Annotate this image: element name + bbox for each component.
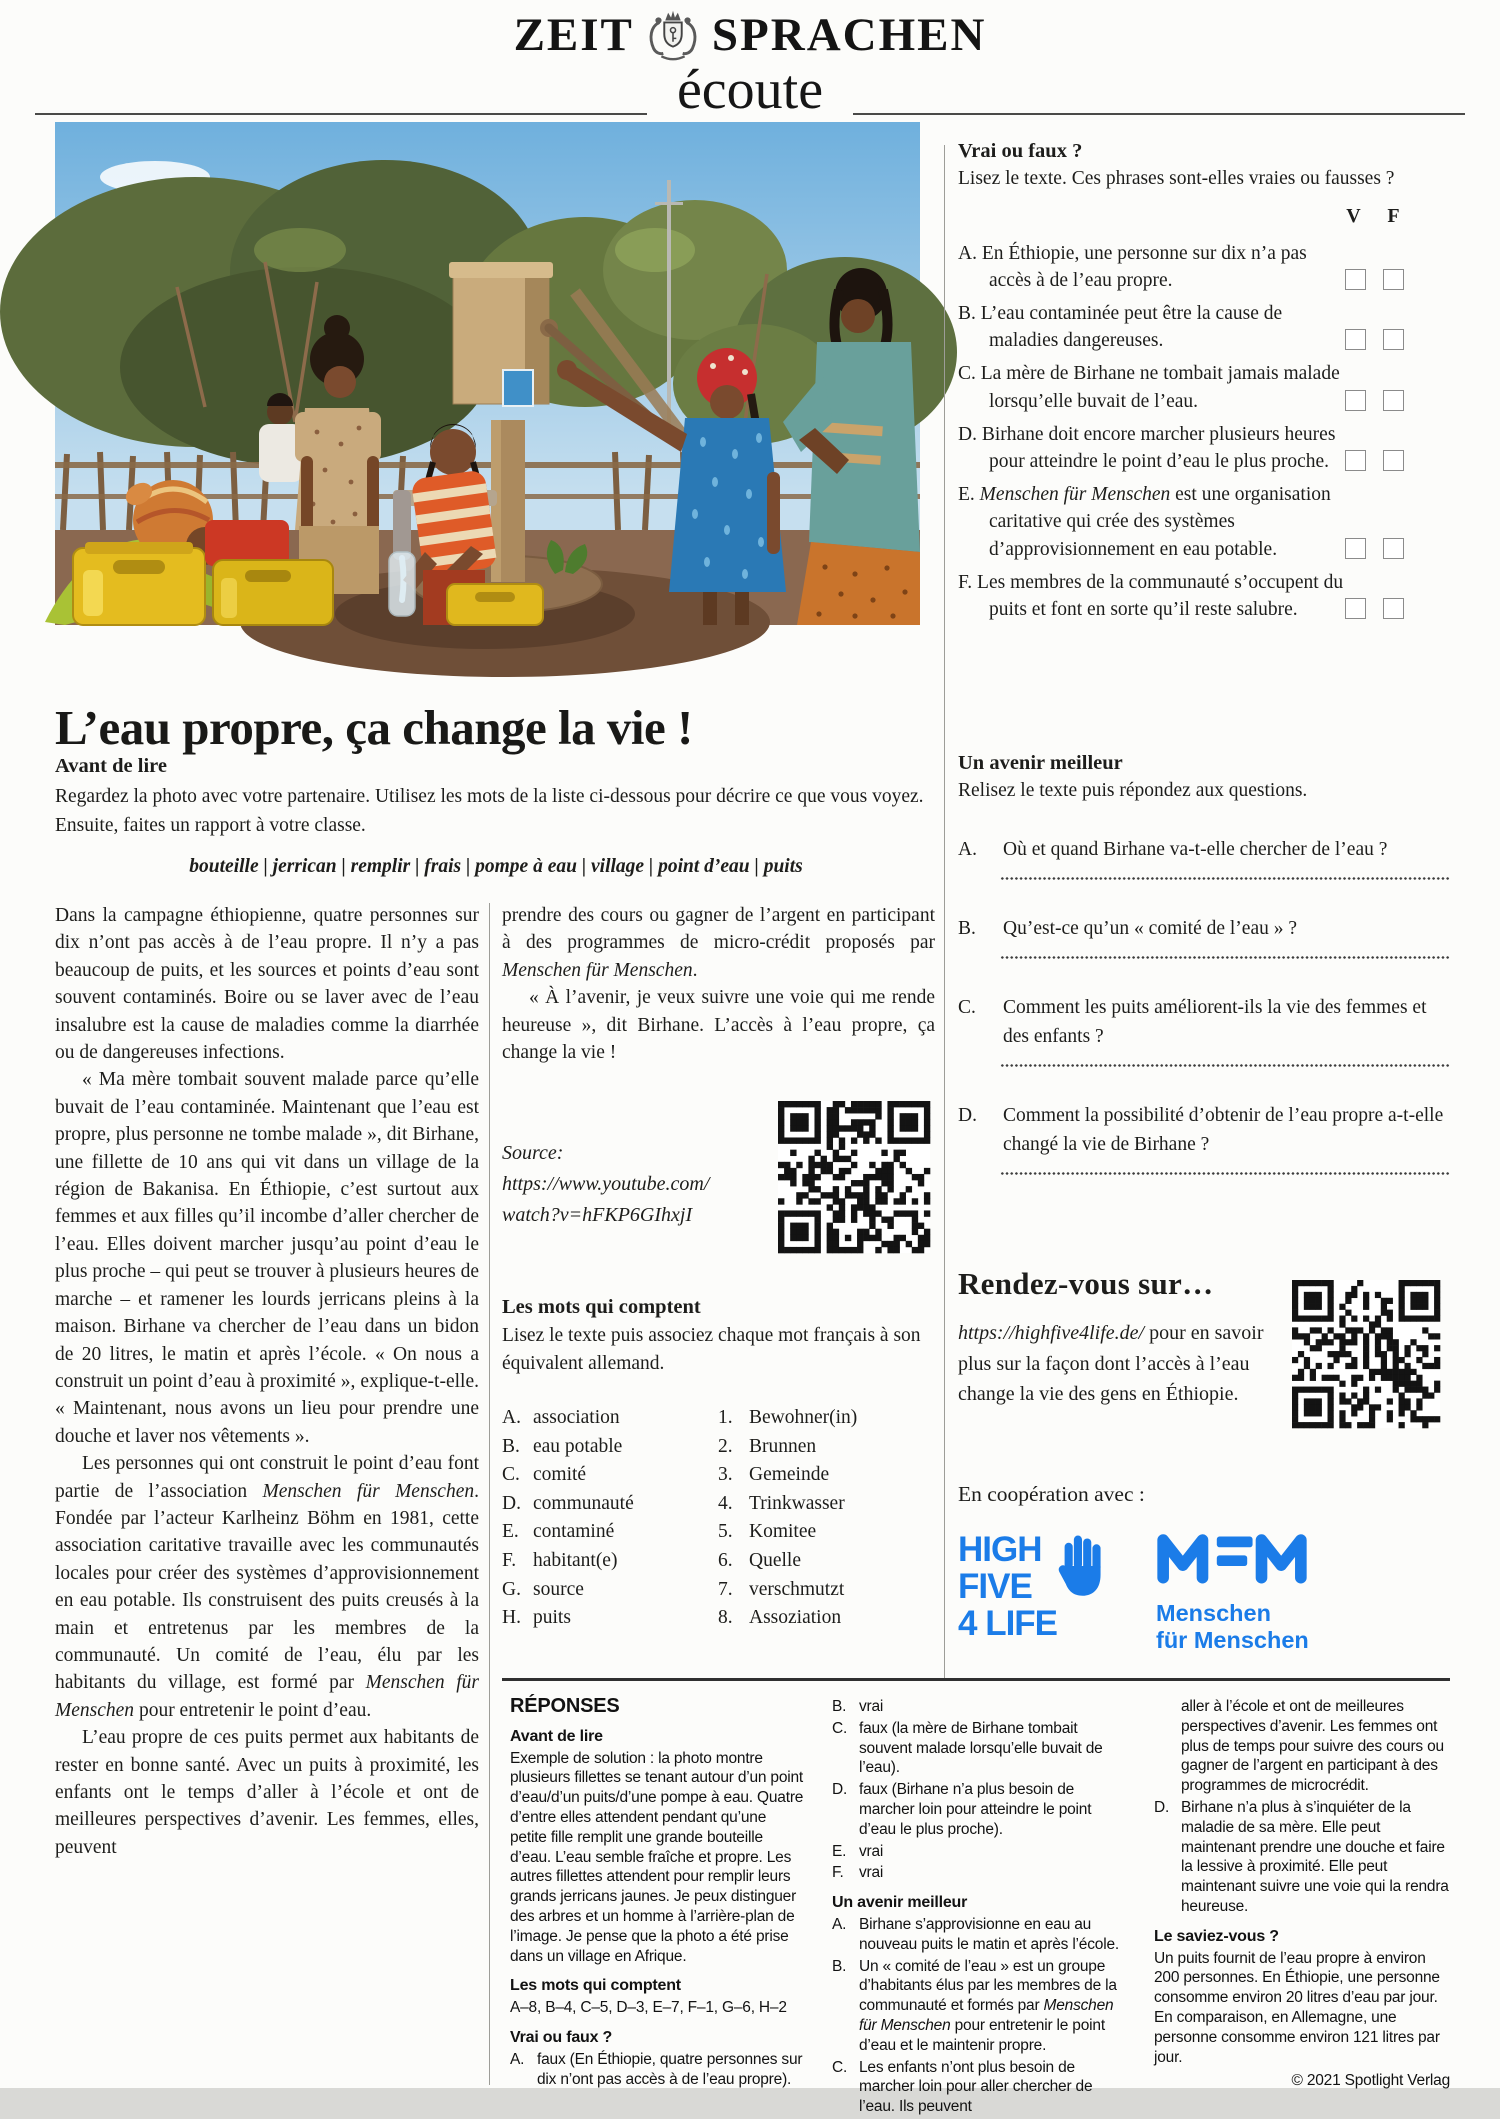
article-column-1 [55, 902, 479, 1861]
masthead [0, 8, 1500, 62]
cooperation-section [958, 1482, 1450, 1654]
vf-item-b [958, 300, 1450, 354]
vf-statement: A. En Éthiopie, une personne sur dix n’a pas accès à de l’eau propre. [958, 242, 1307, 291]
mfm-logo: Menschen für Menschen [1156, 1531, 1309, 1654]
list-item[interactable]: C. comité [502, 1464, 587, 1486]
article-paragraph: Les personnes qui ont construit le point d’eau font partie de l’association Menschen für Menschen. Fondée par l’acteur Karlheinz Böhm en 1981, cette association caritative travaille avec les communautés locales pour créer des systèmes d’approvisionnement en eau potable. Ils construisent des puits creusés à la main et entretenus par les membres de la communauté. Un comité de l’eau, élu par les habitants du village, est formé par Menschen für Menschen pour entretenir le point d’eau. [55, 1453, 479, 1721]
reponses-section [510, 1697, 1450, 2119]
checkbox-f-faux[interactable] [1383, 598, 1404, 619]
list-item[interactable]: F. habitant(e) [502, 1549, 618, 1571]
qr-code-youtube [778, 1101, 930, 1253]
list-item[interactable]: E. contaminé [502, 1521, 615, 1543]
list-item[interactable]: 2. Brunnen [718, 1435, 817, 1457]
article-paragraph: « Ma mère tombait souvent malade parce qu’elle buvait de l’eau contaminée. Maintenant que l’eau est propre, plus personne ne tombe malade », dit Birhane, une fillette de 10 ans qui vit dans un village de la région de Bakanisa. En Éthiopie, c’est surtout aux femmes et aux filles qu’il incombe d’aller chercher de l’eau. Elles doivent marcher jusqu’au point d’eau le plus proche – qui peut se trouver à plusieurs heures de marche – et ramener les lourds jerricans pleins à la maison. Birhane va chercher de l’eau dans un bidon de 20 litres, le matin et après l’école. « On nous a construit un point d’eau à proximité », explique-t-elle. « Maintenant, nous avons un lieu pour prendre une douche et laver nos vêtements ». [55, 1069, 479, 1447]
column-divider [944, 145, 945, 1680]
answer-line-c[interactable] [1000, 1063, 1450, 1068]
masthead-sprachen: SPRACHEN [711, 9, 987, 61]
question-b: B. Qu’est-ce qu’un « comité de l’eau » ? [958, 914, 1450, 960]
mots-german-list [718, 1404, 938, 1633]
vf-statement: C. La mère de Birhane ne tombait jamais malade lorsqu’elle buvait de l’eau. [958, 363, 1340, 412]
avant-de-lire-section [55, 755, 937, 878]
vf-statement: B. L’eau contaminée peut être la cause de maladies dangereuses. [958, 302, 1283, 352]
mots-section [502, 1296, 938, 1633]
rendez-body: https://highfive4life.de/ pour en savoir plus sur la façon dont l’accès à l’eau change la vie des gens en Éthiopie. [958, 1322, 1264, 1405]
mots-instructions: Lisez le texte puis associez chaque mot français à son équivalent allemand. [502, 1325, 921, 1374]
reponse-avenir-c: C. Les enfants n’ont plus besoin de marcher loin pour aller chercher de l’eau. Ils peuvent [832, 2058, 1093, 2116]
reponse-avenir-c-continued: aller à l’école et ont de meilleures perspectives d’avenir. Les femmes ont plus de temps pour suivre des cours ou gagner de l’argent en participant à des programmes de microcrédit. [1181, 1698, 1444, 1795]
un-avenir-meilleur-section [958, 752, 1450, 1209]
list-item[interactable]: H. puits [502, 1607, 571, 1629]
list-item[interactable]: 6. Quelle [718, 1549, 801, 1571]
checkbox-f-vrai[interactable] [1345, 598, 1366, 619]
ecoute-wordmark: écoute [676, 59, 824, 121]
source-url-line2[interactable]: watch?v=hFKP6GIhxjI [502, 1204, 693, 1226]
checkbox-c-faux[interactable] [1383, 390, 1404, 411]
checkbox-c-vrai[interactable] [1345, 390, 1366, 411]
reponses-heading: RÉPONSES [510, 1695, 620, 1717]
mots-heading: Les mots qui comptent [502, 1296, 701, 1318]
article-paragraph: prendre des cours ou gagner de l’argent en participant à des programmes de micro-crédit proposés par Menschen für Menschen. [502, 905, 935, 981]
reponse-avenir-a: A. Birhane s’approvisionne en eau au nouveau puits le matin et après l’école. [832, 1915, 1119, 1953]
article-paragraph: « À l’avenir, je veux suivre une voie qui me rende heureuse », dit Birhane. L’accès à l’eau propre, ça change la vie ! [502, 987, 935, 1064]
vf-statement: D. Birhane doit encore marcher plusieurs heures pour atteindre le point d’eau le plus proche. [958, 423, 1336, 472]
article-paragraph: L’eau propre de ces puits permet aux habitants de rester en bonne santé. Avec un puits à proximité, les enfants ont le temps d’aller à l’école et ont de meilleures perspectives d’avenir. Les femmes, elles, peuvent [55, 1727, 479, 1858]
rendez-heading: Rendez-vous sur… [958, 1266, 1214, 1301]
vrai-ou-faux-section [958, 140, 1450, 629]
list-item[interactable]: 5. Komitee [718, 1521, 817, 1543]
checkbox-d-faux[interactable] [1383, 450, 1404, 471]
checkbox-a-faux[interactable] [1383, 269, 1404, 290]
question-d: D. Comment la possibilité d’obtenir de l’eau propre a-t-elle changé la vie de Birhane ? [958, 1101, 1450, 1176]
question-c: C. Comment les puits améliorent-ils la vie des femmes et des enfants ? [958, 993, 1450, 1068]
masthead-zeit: ZEIT [513, 9, 634, 61]
article-column-2 [502, 902, 935, 1066]
reponse-vf-c: C. faux (la mère de Birhane tombait souvent malade lorsqu’elle buvait de l’eau). [832, 1719, 1103, 1777]
answer-line-d[interactable] [1000, 1171, 1450, 1176]
avant-heading: Avant de lire [55, 755, 167, 777]
reponses-col-1: RÉPONSES Avant de lire Exemple de solution : la photo montre plusieurs fillettes se tenant autour d’un point d’eau/d’un puits/d’une pompe à eau. Quatre d’entre elles attendent pendant qu’une petite fille remplit une grande bouteille d’eau. L’eau semble fraîche et propre. Les autres fillettes attendent pour remplir leurs grands jerricans jaunes. Je peux distinguer des arbres et un homme à l’arrière-plan de l’image. Je pense que la photo a été prise dans un village en Afrique. Les mots qui comptent A–8, B–4, C–5, D–3, E–7, F–1, G–6, H–2 Vrai ou faux ? A. faux (En Éthiopie, quatre personnes sur dix n’ont pas accès à de l’eau propre). [510, 1697, 806, 2119]
checkbox-d-vrai[interactable] [1345, 450, 1366, 471]
vf-instructions: Lisez le texte. Ces phrases sont-elles vraies ou fausses ? [958, 168, 1395, 189]
vf-col-v: V [1346, 204, 1361, 227]
article-title: L’eau propre, ça change la vie ! [55, 699, 693, 755]
answer-line-b[interactable] [1000, 955, 1450, 960]
article-paragraph: Dans la campagne éthiopienne, quatre personnes sur dix n’ont pas accès à de l’eau propre. Il n’y a pas beaucoup de puits, et les sources et points d’eau sont souvent contaminés. Boire ou se laver avec de l’eau insalubre est la cause de maladies comme la diarrhée ou de dangereuses infections. [55, 905, 479, 1064]
checkbox-e-faux[interactable] [1383, 538, 1404, 559]
article-photo-water-pump [55, 122, 920, 625]
word-list: bouteille | jerrican | remplir | frais | pompe à eau | village | point d’eau | puits [189, 856, 803, 877]
list-item[interactable]: 3. Gemeinde [718, 1464, 830, 1486]
avenir-heading: Un avenir meilleur [958, 752, 1123, 774]
saviez-body: Un puits fournit de l’eau propre à environ 200 personnes. En Éthiopie, une personne consomme environ 20 litres d’eau par jour. En comparaison, en Allemagne, une personne consomme environ 121 litres par jour. [1154, 1949, 1440, 2066]
list-item[interactable]: A. association [502, 1407, 620, 1428]
mfm-acronym-icon [1156, 1531, 1308, 1585]
list-item[interactable]: 7. verschmutzt [718, 1578, 845, 1600]
checkbox-b-vrai[interactable] [1345, 329, 1366, 350]
header-rule-right [853, 113, 1465, 115]
reponses-avant-body: Exemple de solution : la photo montre plusieurs fillettes se tenant autour d’un point d’eau/d’un puits/d’une pompe à eau. Quatre d’entre elles attendent pendant qu’une petite fille remplit une grande bouteille d’eau. L’eau semble fraîche et propre. Les autres fillettes attendent pour remplir leurs grands jerricans jaunes. Je peux distinguer des arbres et un homme à l’arrière-plan de l’image. Je pense que la photo a été prise dans un village en Afrique. [510, 1749, 804, 1965]
checkbox-e-vrai[interactable] [1345, 538, 1366, 559]
list-item[interactable]: D. communauté [502, 1492, 634, 1514]
avenir-instructions: Relisez le texte puis répondez aux questions. [958, 780, 1308, 801]
answer-line-a[interactable] [1000, 876, 1450, 881]
crest-icon [642, 8, 704, 62]
vf-column-headers [958, 205, 1450, 228]
list-item[interactable]: 8. Assoziation [718, 1607, 842, 1629]
reponse-avenir-b: B. Un « comité de l’eau » est un groupe d’habitants élus par les membres de la communauté et formés par Menschen für Menschen pour entretenir le point d’eau et le maintenir propre. [832, 1957, 1117, 2054]
question-a: A. Où et quand Birhane va-t-elle chercher de l’eau ? [958, 835, 1450, 881]
high-five-hand-icon [1053, 1531, 1111, 1601]
reponse-vf-d: D. faux (Birhane n’a plus besoin de marcher loin pour atteindre le point d’eau le plus proche). [832, 1781, 1092, 1838]
highfive4life-logo: HIGH FIVE 4 LIFE [958, 1531, 1116, 1642]
list-item[interactable]: B. eau potable [502, 1435, 623, 1457]
list-item[interactable]: 1. Bewohner(in) [718, 1407, 858, 1428]
reponses-mots-answers: A–8, B–4, C–5, D–3, E–7, F–1, G–6, H–2 [510, 1999, 787, 2017]
vf-statement: E. Menschen für Menschen est une organisation caritative qui crée des systèmes d’approvisionnement en eau potable. [958, 484, 1331, 560]
vf-item-a [958, 240, 1450, 294]
column-divider [489, 903, 490, 2085]
reponses-col-2: B. vrai C. faux (la mère de Birhane tombait souvent malade lorsqu’elle buvait de l’eau). D. faux (Birhane n’a plus besoin de marcher loin pour atteindre le point d’eau le plus proche). E. vrai F. vrai Un avenir meilleur A. Birhane s’approvisionne en eau au nouveau puits le matin et après l’école. B. Un « comité de l’eau » est un groupe d’habitants élus par les membres de la communauté et formés par Menschen für Menschen pour entretenir le point d’eau et le maintenir propre. C. Les enfants n’ont plus besoin de marcher loin pour aller chercher de l’eau. Ils peuvent [832, 1697, 1128, 2119]
list-item[interactable]: 4. Trinkwasser [718, 1492, 845, 1514]
vf-item-e [958, 481, 1450, 563]
reponse-vf-f: F. vrai [832, 1864, 884, 1882]
avant-instructions: Regardez la photo avec votre partenaire. Utilisez les mots de la liste ci-dessous pour décrire ce que vous voyez. Ensuite, faites un rapport à votre classe. [55, 786, 924, 836]
reponse-avenir-d: D. Birhane n’a plus à s’inquiéter de la maladie de sa mère. Elle peut maintenant prendre une douche et faire la lessive à proximité. Elle peut maintenant suivre une voie qui la rendra heureuse. [1154, 1798, 1449, 1915]
reponses-col-3: aller à l’école et ont de meilleures perspectives d’avenir. Les femmes ont plus de temps pour suivre des cours ou gagner de l’argent en participant à des programmes de microcrédit. D. Birhane n’a plus à s’inquiéter de la maladie de sa mère. Elle peut maintenant prendre une douche et faire la lessive à proximité. Elle peut maintenant suivre une voie qui la rendra heureuse. Le saviez-vous ? Un puits fournit de l’eau propre à environ 200 personnes. En Éthiopie, une personne consomme environ 20 litres d’eau par jour. En comparaison, en Allemagne, une personne consomme environ 121 litres par jour. © 2021 Spotlight Verlag [1154, 1698, 1450, 2090]
rendez-vous-section [958, 1266, 1450, 1410]
vf-statement: F. Les membres de la communauté s’occupent du puits et font en sorte qu’il reste salubre. [958, 571, 1344, 620]
vf-item-c [958, 360, 1450, 414]
reponse-vf-a: A. faux (En Éthiopie, quatre personnes sur dix n’ont pas accès à de l’eau propre). [510, 2050, 803, 2088]
reponse-vf-e: E. vrai [832, 1842, 884, 1860]
copyright: © 2021 Spotlight Verlag [1291, 2072, 1450, 2090]
vf-col-f: F [1387, 204, 1400, 227]
list-item[interactable]: G. source [502, 1578, 584, 1600]
mots-french-list [502, 1404, 718, 1633]
checkbox-b-faux[interactable] [1383, 329, 1404, 350]
source-block [502, 1138, 709, 1231]
coop-label: En coopération avec : [958, 1482, 1145, 1506]
highfive-url[interactable]: https://highfive4life.de/ [958, 1322, 1145, 1344]
qr-code-highfive [1292, 1280, 1440, 1428]
checkbox-a-vrai[interactable] [1345, 269, 1366, 290]
reponse-vf-b: B. vrai [832, 1698, 884, 1715]
vf-item-d [958, 421, 1450, 475]
answers-rule [502, 1678, 1450, 1681]
vf-item-f [958, 569, 1450, 623]
source-url-line1[interactable]: https://www.youtube.com/ [502, 1173, 710, 1195]
source-label: Source: [502, 1142, 564, 1164]
header-rule-left [35, 113, 647, 115]
vf-heading: Vrai ou faux ? [958, 140, 1083, 162]
